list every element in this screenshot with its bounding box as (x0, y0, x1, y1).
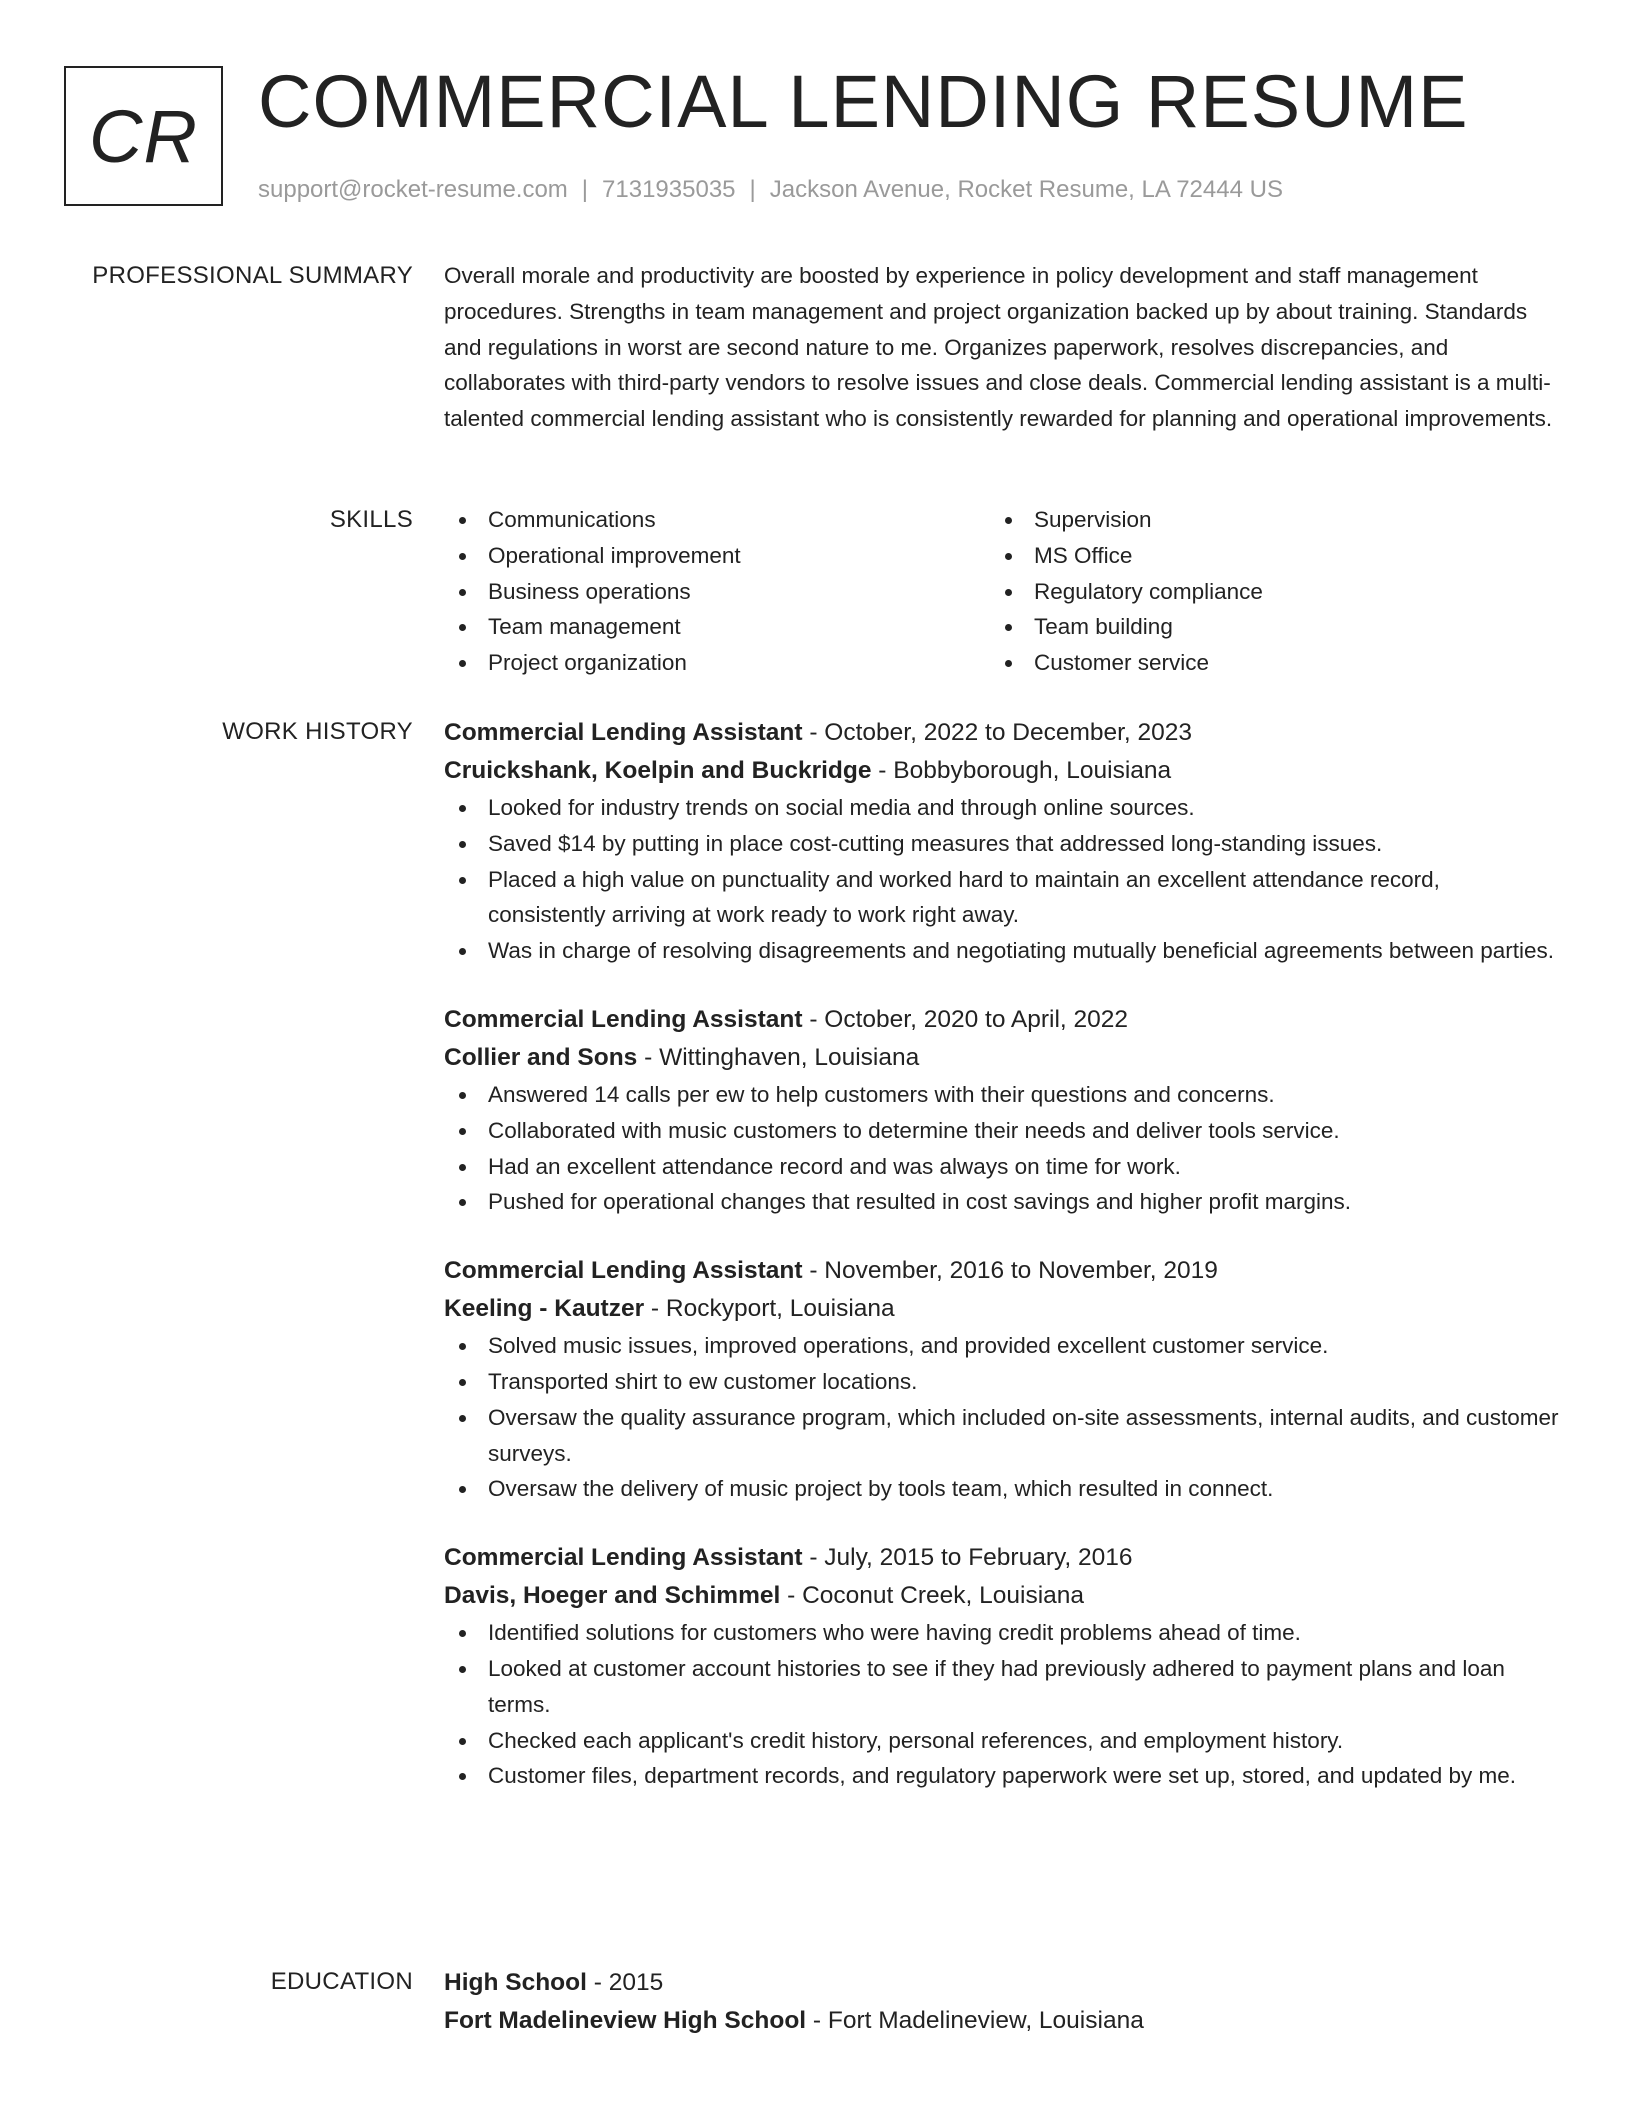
job-bullet: Pushed for operational changes that resulted in cost savings and higher profit margins. (444, 1184, 1560, 1220)
job-bullet: Identified solutions for customers who were having credit problems ahead of time. (444, 1615, 1560, 1651)
job-company-line (444, 1039, 1560, 1077)
skill-item: Regulatory compliance (990, 574, 1536, 610)
resume-title: COMMERCIAL LENDING RESUME (258, 60, 1469, 143)
job-title-line (444, 1252, 1560, 1290)
job-company-line (444, 1577, 1560, 1615)
job-bullet: Answered 14 calls per ew to help customers with their questions and concerns. (444, 1077, 1560, 1113)
job-dates: - July, 2015 to February, 2016 (802, 1544, 1133, 1572)
education-degree: High School (444, 1969, 587, 1996)
education-location: - Fort Madelineview, Louisiana (806, 2007, 1144, 2034)
contact-address: Jackson Avenue, Rocket Resume, LA 72444 US (769, 176, 1283, 203)
job-dates: - October, 2020 to April, 2022 (802, 1005, 1129, 1033)
skills-list-left (444, 502, 990, 681)
job-title: Commercial Lending Assistant (444, 1257, 803, 1285)
skills-list-right (990, 502, 1536, 681)
job-bullet: Saved $14 by putting in place cost-cutting measures that addressed long-standing issues. (444, 826, 1560, 862)
section-label-summary: PROFESSIONAL SUMMARY (92, 262, 413, 289)
job-bullet: Collaborated with music customers to determine their needs and deliver tools service. (444, 1113, 1560, 1149)
skill-item: Customer service (990, 645, 1536, 681)
job-entry (444, 1252, 1560, 1507)
job-bullet: Solved music issues, improved operations, and provided excellent customer service. (444, 1328, 1560, 1364)
job-bullet: Oversaw the quality assurance program, which included on-site assessments, internal audits, and customer surveys. (444, 1400, 1560, 1472)
contact-separator: | (749, 176, 756, 203)
monogram-badge (64, 66, 223, 206)
job-bullet-list (444, 1077, 1560, 1220)
job-company-line (444, 752, 1560, 790)
job-company: Keeling - Kautzer (444, 1295, 645, 1323)
contact-separator: | (581, 176, 589, 203)
contact-line (258, 174, 1283, 206)
job-company: Cruickshank, Koelpin and Buckridge (444, 757, 872, 784)
job-bullet: Was in charge of resolving disagreements and negotiating mutually beneficial agreements between parties. (444, 933, 1560, 969)
education-school-line (444, 2002, 1560, 2040)
job-bullet: Customer files, department records, and regulatory paperwork were set up, stored, and updated by me. (444, 1758, 1560, 1794)
job-location: - Wittinghaven, Louisiana (637, 1043, 920, 1071)
skill-item: Team management (444, 609, 990, 645)
job-title: Commercial Lending Assistant (444, 1005, 803, 1033)
monogram-text: CR (89, 94, 198, 178)
skill-item: MS Office (990, 538, 1536, 574)
job-company-line (444, 1290, 1560, 1328)
job-title-line (444, 1539, 1560, 1577)
job-bullet: Checked each applicant's credit history, personal references, and employment history. (444, 1723, 1560, 1759)
job-company: Davis, Hoeger and Schimmel (444, 1582, 781, 1610)
skill-item: Business operations (444, 574, 990, 610)
contact-email[interactable]: support@rocket-resume.com (258, 176, 568, 203)
skills-grid (444, 502, 1560, 681)
job-entry (444, 1001, 1560, 1220)
job-title: Commercial Lending Assistant (444, 719, 803, 746)
section-label-education: EDUCATION (270, 1968, 413, 1995)
section-label-skills: SKILLS (329, 506, 413, 533)
skill-item: Project organization (444, 645, 990, 681)
education-school: Fort Madelineview High School (444, 2007, 807, 2034)
job-bullet: Looked for industry trends on social media and through online sources. (444, 790, 1560, 826)
education-degree-line (444, 1964, 1560, 2002)
job-bullet-list (444, 790, 1560, 969)
skill-item: Operational improvement (444, 538, 990, 574)
job-dates: - November, 2016 to November, 2019 (802, 1257, 1218, 1285)
summary-body (444, 258, 1560, 437)
skill-item: Supervision (990, 502, 1536, 538)
job-title-line (444, 1001, 1560, 1039)
job-title: Commercial Lending Assistant (444, 1544, 803, 1572)
job-company: Collier and Sons (444, 1043, 638, 1071)
job-location: - Rockyport, Louisiana (644, 1295, 895, 1323)
job-bullet: Had an excellent attendance record and was always on time for work. (444, 1149, 1560, 1185)
section-label-work-history: WORK HISTORY (222, 718, 413, 745)
skill-item: Team building (990, 609, 1536, 645)
job-title-line (444, 714, 1560, 752)
work-history-body (444, 714, 1560, 1794)
skill-item: Communications (444, 502, 990, 538)
job-location: - Bobbyborough, Louisiana (871, 757, 1172, 784)
education-year: - 2015 (586, 1969, 664, 1996)
education-body (444, 1964, 1560, 2040)
job-bullet: Transported shirt to ew customer locations. (444, 1364, 1560, 1400)
job-entry (444, 1539, 1560, 1794)
contact-phone[interactable]: 7131935035 (602, 176, 736, 203)
job-entry (444, 714, 1560, 969)
job-location: - Coconut Creek, Louisiana (780, 1582, 1085, 1610)
job-bullet-list (444, 1328, 1560, 1507)
job-dates: - October, 2022 to December, 2023 (802, 719, 1193, 746)
job-bullet: Oversaw the delivery of music project by tools team, which resulted in connect. (444, 1471, 1560, 1507)
job-bullet: Looked at customer account histories to see if they had previously adhered to payment plans and loan terms. (444, 1651, 1560, 1723)
job-bullet: Placed a high value on punctuality and worked hard to maintain an excellent attendance record, consistently arriving at work ready to work right away. (444, 862, 1560, 934)
skills-body (444, 502, 1560, 681)
summary-text: Overall morale and productivity are boosted by experience in policy development and staff management procedures. Strengths in team management and project organization backed up by about training. Standards and regulations in worst are second nature to me. Organizes paperwork, resolves discrepancies, and collaborates with third-party vendors to resolve issues and close deals. Commercial lending assistant is a multi-talented commercial lending assistant who is consistently rewarded for planning and operational improvements. (444, 263, 1553, 432)
job-bullet-list (444, 1615, 1560, 1794)
